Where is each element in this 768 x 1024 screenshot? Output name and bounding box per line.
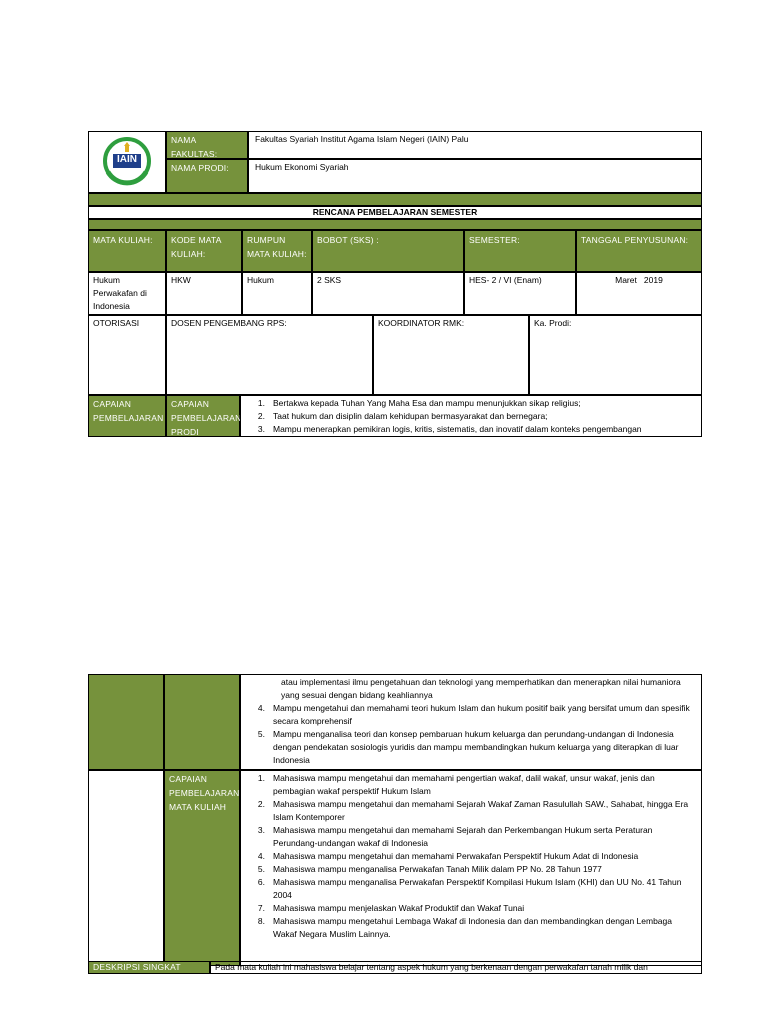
list-item (245, 863, 697, 876)
value-mata-kuliah: Hukum Perwakafan di Indonesia (88, 272, 166, 315)
list-item (245, 410, 697, 423)
value-bobot: 2 SKS (312, 272, 464, 315)
list-item-number: 3. (257, 424, 265, 434)
value-semester: HES- 2 / VI (Enam) (464, 272, 576, 315)
prodi-value: Hukum Ekonomi Syariah (248, 159, 702, 193)
list-item-text: Mahasiswa mampu menganalisa Perwakafan Tanah Milik dalam PP No. 28 Tahun 1977 (273, 864, 602, 874)
header-bobot: BOBOT (SKS) : (312, 230, 464, 272)
prodi-continuation-text: atau implementasi ilmu pengetahuan dan teknologi yang memperhatikan dan menerapkan nilai humaniora yang sesuai dengan bidang keahliannya (281, 677, 681, 700)
header-semester: SEMESTER: (464, 230, 576, 272)
list-item-text: Mahasiswa mampu mengetahui dan memahami Perwakafan Perspektif Hukum Adat di Indonesia (273, 851, 639, 861)
list-item (245, 423, 697, 436)
list-item-number: 2. (257, 411, 265, 421)
dosen-pengembang: DOSEN PENGEMBANG RPS: (166, 315, 373, 395)
list-item (245, 824, 697, 850)
list-item-text: Taat hukum dan disiplin dalam kehidupan bermasyarakat dan bernegara; (273, 411, 548, 421)
rps-title: RENCANA PEMBELAJARAN SEMESTER (88, 206, 702, 219)
capaian-prodi-continued (240, 674, 702, 770)
header-mata-kuliah: MATA KULIAH: (88, 230, 166, 272)
header-tanggal: TANGGAL PENYUSUNAN: (576, 230, 702, 272)
logo-text: IAIN (117, 154, 137, 165)
deskripsi-label: DESKRIPSI SINGKAT MATA (88, 961, 210, 974)
header-rumpun: RUMPUN MATA KULIAH: (242, 230, 312, 272)
list-item (245, 798, 697, 824)
capaian-prodi-label: CAPAIAN PEMBELAJARAN PRODI (166, 395, 240, 437)
list-item-number: 4. (257, 851, 265, 861)
ka-prodi: Ka. Prodi: (529, 315, 702, 395)
list-item-text: Mahasiswa mampu mengetahui dan memahami pengertian wakaf, dalil wakaf, unsur wakaf, jenis dan pembagian wakaf perspektif Hukum Islam (273, 773, 655, 796)
header-kode: KODE MATA KULIAH: (166, 230, 242, 272)
rps-table-page2 (88, 674, 702, 966)
capaian-prodi-list (240, 395, 702, 437)
list-item-text: Mahasiswa mampu mengetahui dan memahami Sejarah dan Perkembangan Hukum serta Peraturan Perundang-undangan wakaf di Indonesia (273, 825, 653, 848)
list-item-number: 5. (257, 864, 265, 874)
capaian-mk-list (240, 770, 702, 966)
list-item (245, 728, 697, 767)
list-item (245, 702, 697, 728)
list-item-number: 2. (257, 799, 265, 809)
separator-band (88, 193, 702, 206)
list-item-number: 3. (257, 825, 265, 835)
list-item-number: 1. (257, 773, 265, 783)
separator-band-2 (88, 219, 702, 230)
koordinator-rmk: KOORDINATOR RMK: (373, 315, 529, 395)
list-item-text: Bertakwa kepada Tuhan Yang Maha Esa dan mampu menunjukkan sikap religius; (273, 398, 581, 408)
deskripsi-text: Pada mata kuliah ini mahasiswa belajar tentang aspek hukum yang berkenaan dengan perwakafan tanah milik dan (210, 961, 702, 974)
fakultas-value: Fakultas Syariah Institut Agama Islam Negeri (IAIN) Palu (248, 131, 702, 159)
list-item-number: 5. (257, 729, 265, 739)
list-item-text: Mahasiswa mampu mengetahui Lembaga Wakaf di Indonesia dan dan membandingkan dengan Lembaga Wakaf Negara Muslim Lainnya. (273, 916, 672, 939)
list-item (245, 397, 697, 410)
capaian-left-column (88, 674, 164, 770)
list-item (245, 902, 697, 915)
list-item-number: 1. (257, 398, 265, 408)
list-item (245, 876, 697, 902)
list-item-number: 8. (257, 916, 265, 926)
list-item-number: 6. (257, 877, 265, 887)
prodi-label: NAMA PRODI: (166, 159, 248, 193)
capaian-label: CAPAIAN PEMBELAJARAN (88, 395, 166, 437)
list-item (245, 772, 697, 798)
list-item (245, 915, 697, 941)
list-item-text: Mahasiswa mampu menjelaskan Wakaf Produktif dan Wakaf Tunai (273, 903, 525, 913)
list-item-text: Mampu menganalisa teori dan konsep pembaruan hukum keluarga dan perundang-undangan di Indonesia dengan pendekatan sosiologis yuridis dan mampu membandingkan hukum keluarga yang diterapkan di luar Indonesia (273, 729, 679, 765)
list-item-text: Mahasiswa mampu menganalisa Perwakafan Perspektif Kompilasi Hukum Islam (KHI) dan UU No. 41 Tahun 2004 (273, 877, 682, 900)
list-item-text: Mampu menerapkan pemikiran logis, kritis, sistematis, dan inovatif dalam konteks pengembangan (273, 424, 642, 434)
list-item-text: Mampu mengetahui dan memahami teori hukum Islam dan hukum positif baik yang bersifat umum dan spesifik secara komprehensif (273, 703, 690, 726)
capaian-prodi-column (164, 674, 240, 770)
value-kode: HKW (166, 272, 242, 315)
list-item-text: Mahasiswa mampu mengetahui dan memahami Sejarah Wakaf Zaman Rasulullah SAW., Sahabat, hingga Era Islam Kontemporer (273, 799, 689, 822)
otorisasi-label: OTORISASI (88, 315, 166, 395)
value-tanggal: Maret 2019 (576, 272, 702, 315)
list-item-number: 4. (257, 703, 265, 713)
rps-table-page1 (88, 131, 702, 437)
capaian-mk-label: CAPAIAN PEMBELAJARAN MATA KULIAH (164, 770, 240, 966)
capaian-left-column-2 (88, 770, 164, 966)
fakultas-label: NAMA FAKULTAS: (166, 131, 248, 159)
list-item (245, 850, 697, 863)
value-rumpun: Hukum (242, 272, 312, 315)
list-item-number: 7. (257, 903, 265, 913)
